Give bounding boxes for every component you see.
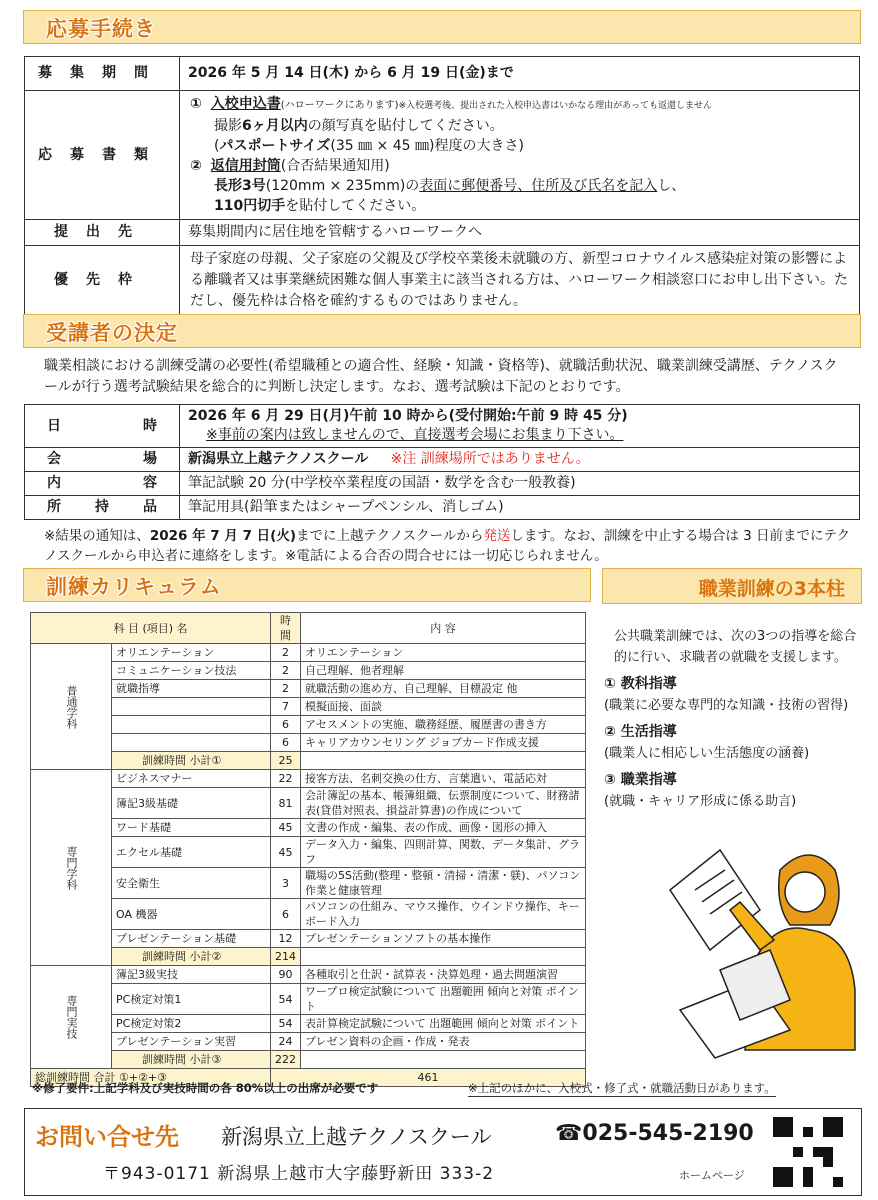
selection-intro: 職業相談における訓練受講の必要性(希望職種との適合性、経験・知識・資格等)、就職活動状況、職業訓練受講歴、テクノスクールが行う選考試験結果を総合的に判断し決定します。なお、選考試験は下記のとおりです。: [44, 358, 838, 395]
category-label: 普通学科: [31, 644, 112, 770]
subject-hours: 7: [271, 698, 301, 716]
subject-name: [112, 698, 271, 716]
subtotal-row: [31, 1051, 586, 1069]
row-label-items: 所 持 品: [25, 496, 180, 520]
subject-content: 模擬面接、面談: [301, 698, 586, 716]
curriculum-row: [31, 662, 586, 680]
envelope-dim: (120mm × 235mm)の: [265, 178, 420, 194]
homepage-label: ホームページ: [679, 1169, 745, 1182]
subject-content: オリエンテーション: [301, 644, 586, 662]
subject-name: オリエンテーション: [112, 644, 271, 662]
envelope-size: 長形3号: [214, 178, 266, 194]
row-label-submit: 提出先: [25, 220, 180, 246]
number-2: ②: [190, 158, 202, 174]
subject-content: 接客方法、名刺交換の仕方、言葉遣い、電話応対: [301, 770, 586, 788]
pillar-2-title: ② 生活指導: [604, 724, 677, 740]
curriculum-row: [31, 868, 586, 899]
curriculum-table: [30, 612, 586, 1087]
contact-box: [24, 1108, 862, 1196]
subject-content: データ入力・編集、四則計算、関数、データ集計、グラフ: [301, 837, 586, 868]
curriculum-header: [31, 613, 586, 644]
subject-hours: 3: [271, 868, 301, 899]
woman-illustration: [660, 830, 870, 1060]
curriculum-row: [31, 698, 586, 716]
doc2-text2: を貼付してください。: [285, 198, 426, 214]
subject-hours: 2: [271, 662, 301, 680]
content-value: 筆記試験 20 分(中学校卒業程度の国語・数学を含む一般教養): [180, 472, 860, 496]
col-content: 内 容: [301, 613, 586, 644]
result-date: 2026 年 7 月 7 日(火): [149, 528, 297, 544]
subject-name: 簿記3級基礎: [112, 788, 271, 819]
venue-cell: [180, 448, 860, 472]
pillars-intro: 公共職業訓練では、次の3つの指導を総合的に行い、求職者の就職を支援します。: [614, 629, 857, 665]
subject-hours: 6: [271, 734, 301, 752]
subject-content: 文書の作成・編集、表の作成、画像・図形の挿入: [301, 819, 586, 837]
venue-value: 新潟県立上越テクノスクール: [188, 451, 369, 467]
doc2-title: 返信用封筒: [210, 158, 281, 174]
period-value: 2026 年 5 月 14 日(木) から 6 月 19 日(金)まで: [180, 57, 860, 91]
row-label-period: 募集期間: [25, 57, 180, 91]
doc2-sub: (合否結果通知用): [280, 158, 390, 174]
subject-content: プレゼンテーションソフトの基本操作: [301, 930, 586, 948]
pillar-1-desc: (職業に必要な専門的な知識・技術の習得): [604, 698, 849, 713]
desk-papers-graphic: [670, 850, 760, 950]
curriculum-row: [31, 1033, 586, 1051]
subtotal-label: 訓練時間 小計②: [112, 948, 271, 966]
pillars-header: [602, 568, 862, 604]
subject-content: プレゼン資料の企画・作成・発表: [301, 1033, 586, 1051]
phone-number: ☎025-545-2190: [555, 1121, 754, 1146]
subject-hours: 2: [271, 680, 301, 698]
section-header-curriculum: [23, 568, 591, 602]
subject-hours: 6: [271, 716, 301, 734]
total-label: 総訓練時間 合計 ①+②+③: [31, 1069, 271, 1087]
doc1-sub: (ハローワークにあります): [280, 100, 399, 111]
pillar-1-title: ① 教科指導: [604, 676, 677, 692]
pillar-2-desc: (職業人に相応しい生活態度の涵養): [604, 746, 810, 761]
subject-content: 各種取引と仕訳・試算表・決算処理・過去問題演習: [301, 966, 586, 984]
result-e: します。なお、訓練を中止する場合は 3 日前までにテクノスクールから申込者に連絡をします。※電話による合否の問合せには一切応じられません。: [44, 528, 850, 564]
date-value: 2026 年 6 月 29 日(月)午前 10 時から(受付開始:午前 9 時 45 分): [188, 408, 628, 424]
curriculum-row: [31, 734, 586, 752]
subject-name: 簿記3級実技: [112, 966, 271, 984]
section-header-selection: [23, 314, 861, 348]
result-c: までに上越テクノスクールから: [296, 528, 484, 544]
curriculum-row: [31, 644, 586, 662]
contact-title: お問い合せ先: [35, 1123, 179, 1151]
subject-content: 表計算検定試験について 出題範囲 傾向と対策 ポイント: [301, 1015, 586, 1033]
subtotal-hours: 214: [271, 948, 301, 966]
curriculum-row: [31, 930, 586, 948]
subject-content: パソコンの仕組み、マウス操作、ウインドウ操作、キーボード入力: [301, 899, 586, 930]
subject-hours: 45: [271, 837, 301, 868]
subject-content: 職場の5S活動(整理・整頓・清掃・清潔・躾)、パソコン作業と健康管理: [301, 868, 586, 899]
row-label-venue: 会 場: [25, 448, 180, 472]
subject-name: ビジネスマナー: [112, 770, 271, 788]
pillar-3-title: ③ 職業指導: [604, 772, 677, 788]
curriculum-row: [31, 819, 586, 837]
section-title: 応募手続き: [46, 17, 156, 41]
pillars-title: 職業訓練の3本柱: [698, 578, 845, 600]
subtotal-blank: [301, 752, 586, 770]
curriculum-row: [31, 899, 586, 930]
subject-hours: 22: [271, 770, 301, 788]
subject-hours: 54: [271, 984, 301, 1015]
result-note: [24, 526, 860, 566]
curriculum-row: [31, 966, 586, 984]
subject-hours: 54: [271, 1015, 301, 1033]
doc1-note: ※入校選考後、提出された入校申込書はいかなる理由があっても返還しません: [398, 101, 713, 111]
application-table: [24, 56, 860, 316]
subtotal-row: [31, 752, 586, 770]
stamp-value: 110円切手: [214, 198, 286, 214]
subtotal-blank: [301, 948, 586, 966]
subtotal-hours: 25: [271, 752, 301, 770]
subtotal-row: [31, 948, 586, 966]
subject-hours: 90: [271, 966, 301, 984]
curriculum-row: [31, 1015, 586, 1033]
envelope-instructions: 表面に郵便番号、住所及び氏名を記入: [419, 178, 658, 194]
subject-content: 自己理解、他者理解: [301, 662, 586, 680]
subject-hours: 12: [271, 930, 301, 948]
subtotal-blank: [301, 1051, 586, 1069]
curriculum-row: [31, 716, 586, 734]
subject-hours: 45: [271, 819, 301, 837]
address: 〒943-0171 新潟県上越市大字藤野新田 333-2: [103, 1164, 495, 1184]
subject-name: プレゼンテーション基礎: [112, 930, 271, 948]
curriculum-row: [31, 680, 586, 698]
number-1: ①: [190, 96, 202, 112]
row-label-priority: 優先枠: [25, 246, 180, 316]
subject-name: コミュニケーション技法: [112, 662, 271, 680]
doc2-text: し、: [657, 178, 686, 194]
category-label: 専門実技: [31, 966, 112, 1069]
extra-note: ※上記のほかに、入校式・修了式・就職活動日があります。: [468, 1081, 776, 1095]
documents-cell: [180, 91, 860, 220]
section-header-application: [23, 10, 861, 44]
subject-hours: 24: [271, 1033, 301, 1051]
curriculum-row: [31, 837, 586, 868]
subject-name: 就職指導: [112, 680, 271, 698]
section-title: 訓練カリキュラム: [46, 575, 222, 599]
subject-hours: 2: [271, 644, 301, 662]
subject-content: キャリアカウンセリング ジョブカード作成支援: [301, 734, 586, 752]
subject-name: PC検定対策1: [112, 984, 271, 1015]
curriculum-row: [31, 984, 586, 1015]
row-label-content: 内 容: [25, 472, 180, 496]
subject-hours: 81: [271, 788, 301, 819]
total-hours: 461: [271, 1069, 586, 1087]
subject-content: アセスメントの実施、職務経歴、履歴書の書き方: [301, 716, 586, 734]
items-value: 筆記用具(鉛筆またはシャープペンシル、消しゴム): [180, 496, 860, 520]
venue-note: ※注 訓練場所ではありません。: [390, 451, 590, 467]
doc1-text: 撮影: [214, 118, 242, 134]
curriculum-row: [31, 788, 586, 819]
subject-hours: 6: [271, 899, 301, 930]
subject-name: OA 機器: [112, 899, 271, 930]
subject-name: PC検定対策2: [112, 1015, 271, 1033]
subject-name: 安全衛生: [112, 868, 271, 899]
col-hours: 時間: [271, 613, 301, 644]
doc1-period: 6ヶ月以内: [242, 118, 308, 134]
curriculum-row: [31, 770, 586, 788]
doc1-text2: の顔写真を貼付してください。: [307, 118, 504, 134]
subtotal-label: 訓練時間 小計①: [112, 752, 271, 770]
subject-name: プレゼンテーション実習: [112, 1033, 271, 1051]
section-title: 受講者の決定: [46, 321, 178, 345]
date-note: ※事前の案内は致しませんので、直接選考会場にお集まり下さい。: [206, 427, 624, 443]
result-send: 発送: [483, 528, 511, 544]
exam-table: [24, 404, 860, 520]
subject-content: 就職活動の進め方、自己理解、目標設定 他: [301, 680, 586, 698]
subject-content: 会計簿記の基本、帳簿組織、伝票制度について、財務諸表(貸借対照表、損益計算書)の作成について: [301, 788, 586, 819]
row-label-documents: 応募書類: [25, 91, 180, 220]
category-label: 専門学科: [31, 770, 112, 966]
subject-name: エクセル基礎: [112, 837, 271, 868]
col-subject: 科 目 (項目) 名: [31, 613, 271, 644]
row-label-date: 日 時: [25, 405, 180, 448]
subject-name: [112, 734, 271, 752]
completion-note: ※修了要件:上記学科及び実技時間の各 80%以上の出席が必要です: [32, 1081, 379, 1095]
submit-value: 募集期間内に居住地を管轄するハローワークへ: [180, 220, 860, 246]
subtotal-label: 訓練時間 小計③: [112, 1051, 271, 1069]
pillars-panel: [604, 626, 866, 812]
date-cell: [180, 405, 860, 448]
subject-name: ワード基礎: [112, 819, 271, 837]
result-a: ※結果の通知は、: [44, 528, 150, 544]
doc1-title: 入校申込書: [210, 96, 281, 112]
subject-content: ワープロ検定試験について 出題範囲 傾向と対策 ポイント: [301, 984, 586, 1015]
pillar-3-desc: (就職・キャリア形成に係る助言): [604, 794, 797, 809]
paren: (: [214, 138, 220, 154]
photo-size: (35 ㎜ × 45 ㎜)程度の大きさ): [330, 138, 524, 154]
priority-value: 母子家庭の母親、父子家庭の父親及び学校卒業後未就職の方、新型コロナウイルス感染症対策の影響による離職者又は事業継続困難な個人事業主に該当される方は、ハローワーク相談窓口にお申し出下さい。ただし、優先枠は合格を確約するものではありません。: [180, 246, 860, 316]
subtotal-hours: 222: [271, 1051, 301, 1069]
subject-name: [112, 716, 271, 734]
qr-code-icon[interactable]: [773, 1117, 843, 1187]
school-name: 新潟県立上越テクノスクール: [221, 1125, 492, 1149]
passport-size: パスポートサイズ: [219, 138, 331, 154]
